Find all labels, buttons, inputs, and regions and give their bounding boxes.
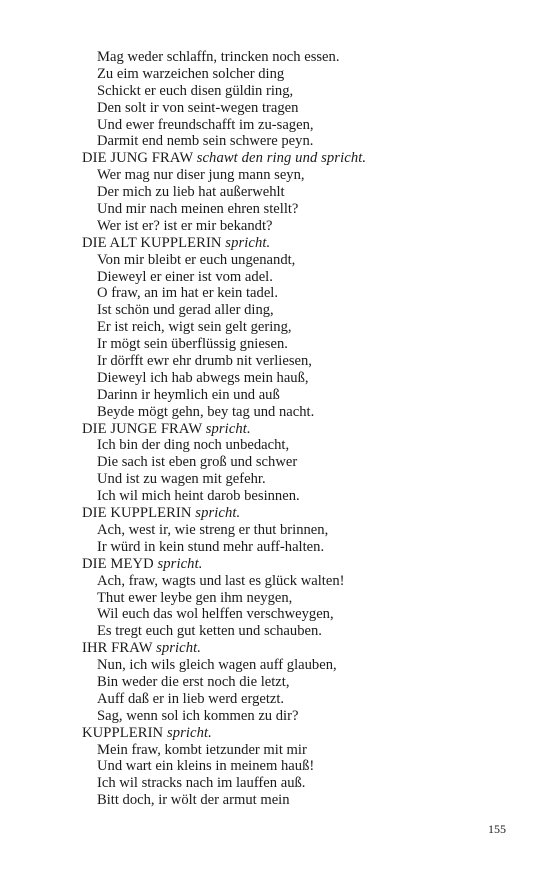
verse-line: Wil euch das wol helffen verschweygen, [97, 606, 334, 623]
speaker-name: DIE ALT KUPPLERIN [82, 234, 222, 251]
verse-line: Und wart ein kleins in meinem hauß! [97, 758, 315, 775]
verse-line: Bitt doch, ir wölt der armut mein [97, 792, 290, 809]
verse-line: Ir mögt sein überflüssig gniesen. [97, 336, 288, 353]
stage-direction: schawt den ring und spricht. [196, 150, 367, 167]
verse-line: Wer ist er? ist er mir bekandt? [97, 217, 273, 234]
verse-line: Darmit end nemb sein schwere peyn. [97, 133, 314, 150]
verse-line: Thut ewer leybe gen ihm neygen, [97, 589, 293, 606]
stage-direction: spricht. [166, 724, 212, 741]
verse-line: Und mir nach meinen ehren stellt? [97, 201, 299, 218]
speaker-name: DIE KUPPLERIN [82, 505, 192, 522]
stage-direction: spricht. [205, 420, 251, 437]
speaker-name: KUPPLERIN [82, 724, 164, 741]
stage-direction: spricht. [195, 505, 241, 522]
verse-line: Dieweyl er einer ist vom adel. [97, 268, 273, 285]
verse-line: Dieweyl ich hab abwegs mein hauß, [97, 369, 309, 386]
verse-line: Den solt ir von seint-wegen tragen [97, 99, 299, 116]
verse-line: Von mir bleibt er euch ungenandt, [97, 251, 296, 268]
verse-line: Wer mag nur diser jung mann seyn, [97, 167, 305, 184]
verse-line: Ir dörfft ewr ehr drumb nit verliesen, [97, 353, 312, 370]
verse-line: Ach, fraw, wagts und last es glück walten! [97, 572, 345, 589]
stage-direction: spricht. [157, 555, 203, 572]
verse-line: Ich bin der ding noch unbedacht, [97, 437, 290, 454]
speaker-heading [82, 725, 512, 742]
verse-line: Er ist reich, wigt sein gelt gering, [97, 319, 292, 336]
verse-line: Zu eim warzeichen solcher ding [97, 65, 285, 82]
speaker-heading [82, 421, 512, 438]
page-number: 155 [488, 822, 506, 836]
verse-line: Die sach ist eben groß und schwer [97, 454, 298, 471]
speaker-heading [82, 505, 512, 522]
verse-line: Ir würd in kein stund mehr auff-halten. [97, 538, 325, 555]
verse-line: Darinn ir heymlich ein und auß [97, 386, 280, 403]
verse-line: Ist schön und gerad aller ding, [97, 302, 274, 319]
speaker-heading [82, 556, 512, 573]
verse-line: Und ewer freundschafft im zu-sagen, [97, 116, 314, 133]
verse-line: Bin weder die erst noch die letzt, [97, 673, 290, 690]
verse-line: Es tregt euch gut ketten und schauben. [97, 623, 322, 640]
verse-line: Ach, west ir, wie streng er thut brinnen, [97, 521, 329, 538]
stage-direction: spricht. [156, 640, 202, 657]
speaker-heading [82, 640, 512, 657]
speaker-heading [82, 235, 512, 252]
verse-line: Sag, wenn sol ich kommen zu dir? [97, 707, 299, 724]
speaker-name: DIE JUNG FRAW [82, 150, 193, 167]
stage-direction: spricht. [225, 234, 271, 251]
speaker-name: DIE JUNGE FRAW [82, 420, 202, 437]
play-text [82, 49, 512, 809]
verse-line: Nun, ich wils gleich wagen auff glauben, [97, 657, 337, 674]
verse-line: Auff daß er in lieb werd ergetzt. [97, 690, 285, 707]
verse-line: Ich wil stracks nach im lauffen auß. [97, 775, 306, 792]
verse-line: Und ist zu wagen mit gefehr. [97, 471, 266, 488]
speaker-name: IHR FRAW [82, 640, 153, 657]
verse-line: Beyde mögt gehn, bey tag und nacht. [97, 403, 315, 420]
verse-line: O fraw, an im hat er kein tadel. [97, 285, 278, 302]
speaker-heading [82, 150, 512, 167]
verse-line: Mein fraw, kombt ietzunder mit mir [97, 741, 307, 758]
verse-line: Ich wil mich heint darob besinnen. [97, 488, 300, 505]
verse-line: Schickt er euch disen güldin ring, [97, 82, 294, 99]
speaker-name: DIE MEYD [82, 555, 154, 572]
verse-line: Mag weder schlaffn, trincken noch essen. [97, 49, 340, 65]
verse-line: Der mich zu lieb hat außerwehlt [97, 184, 285, 201]
